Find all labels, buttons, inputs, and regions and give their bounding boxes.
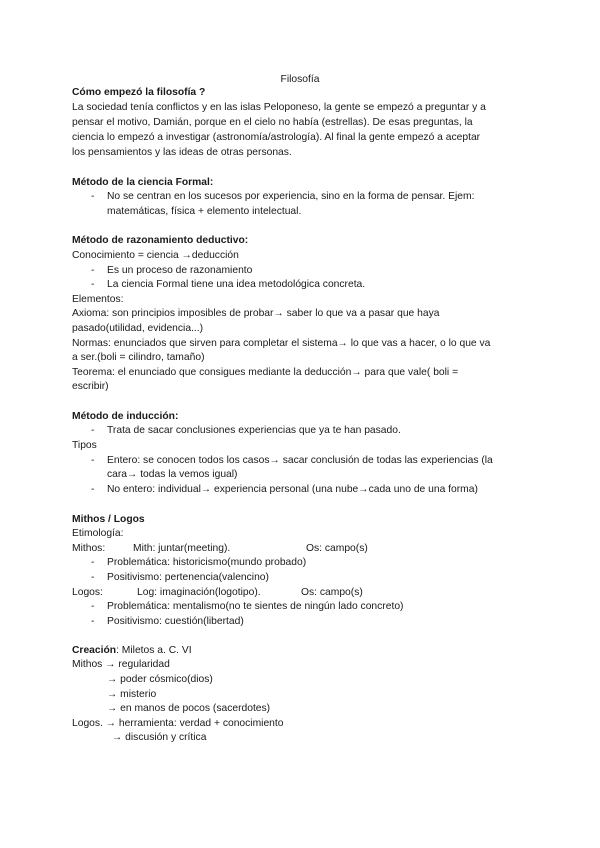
bullet-dash: - — [91, 601, 95, 612]
bullet-dash: - — [91, 279, 95, 290]
mithos-subitem: → poder cósmico(dios) — [107, 674, 213, 685]
mithos-label: Mithos: — [72, 543, 106, 554]
page-title: Filosofía — [280, 74, 320, 85]
paragraph-line: pensar el motivo, Damián, porque en el cielo no había (estrellas). De esas preguntas, la — [72, 117, 473, 128]
bullet-dash: - — [91, 616, 95, 627]
list-item-continued: matemáticas, física + elemento intelectual. — [107, 206, 302, 217]
mithos-subitem: → en manos de pocos (sacerdotes) — [107, 703, 271, 714]
bullet-dash: - — [91, 572, 95, 583]
conocimiento-line: Conocimiento = ciencia →deducción — [72, 250, 239, 261]
heading-creacion: Creación — [72, 645, 117, 656]
list-item: Trata de sacar conclusiones experiencias que ya te han pasado. — [107, 425, 401, 436]
bullet-dash: - — [91, 191, 95, 202]
os-definition: Os: campo(s) — [306, 543, 368, 554]
bullet-dash: - — [91, 425, 95, 436]
mithos-subitem: → misterio — [107, 689, 157, 700]
heading-como-empezo: Cómo empezó la filosofía ? — [72, 87, 206, 98]
heading-ciencia-formal: Método de la ciencia Formal: — [72, 177, 214, 188]
list-item: Entero: se conocen todos los casos→ sacar conclusión de todas las experiencias (la — [107, 455, 493, 466]
bullet-dash: - — [91, 557, 95, 568]
list-item-continued: cara→ todas la vemos igual) — [107, 469, 238, 480]
paragraph-line: La sociedad tenía conflictos y en las islas Peloponeso, la gente se empezó a preguntar y a — [72, 102, 486, 113]
axioma-line: Axioma: son principios imposibles de probar→ saber lo que va a pasar que haya — [72, 308, 440, 319]
paragraph-line: ciencia lo empezó a investigar (astronomía/astrología). Al final la gente empezó a aceptar — [72, 132, 481, 143]
list-item: No entero: individual→ experiencia personal (una nube→cada uno de una forma) — [107, 484, 478, 495]
list-item: Problemática: historicismo(mundo probado) — [107, 557, 307, 568]
list-item: La ciencia Formal tiene una idea metodológica concreta. — [107, 279, 366, 290]
log-definition: Log: imaginación(logotipo). — [137, 587, 261, 598]
normas-line: a ser.(boli = cilindro, tamaño) — [72, 352, 205, 363]
list-item: No se centran en los sucesos por experiencia, sino en la forma de pensar. Ejem: — [107, 191, 475, 202]
bullet-dash: - — [91, 484, 95, 495]
mithos-line: Mithos → regularidad — [72, 659, 170, 670]
axioma-line: pasado(utilidad, evidencia...) — [72, 323, 204, 334]
tipos-label: Tipos — [72, 440, 97, 451]
elementos-label: Elementos: — [72, 294, 124, 305]
creacion-line — [72, 644, 192, 659]
bullet-dash: - — [91, 265, 95, 276]
mith-definition: Mith: juntar(meeting). — [133, 543, 231, 554]
heading-induccion: Método de inducción: — [72, 411, 179, 422]
heading-mithos-logos: Mithos / Logos — [72, 514, 145, 525]
normas-line: Normas: enunciados que sirven para completar el sistema→ lo que vas a hacer, o lo que va — [72, 338, 491, 349]
heading-razonamiento-deductivo: Método de razonamiento deductivo: — [72, 235, 249, 246]
list-item: Positivismo: pertenencia(valencino) — [107, 572, 269, 583]
teorema-line: escribir) — [72, 381, 109, 392]
os-definition: Os: campo(s) — [301, 587, 363, 598]
list-item: Es un proceso de razonamiento — [107, 265, 253, 276]
paragraph-line: los pensamientos y las ideas de otras personas. — [72, 147, 292, 158]
list-item: Positivismo: cuestión(libertad) — [107, 616, 244, 627]
creacion-detail: : Miletos a. C. VI — [116, 645, 192, 656]
bullet-dash: - — [91, 455, 95, 466]
etimologia-label: Etimología: — [72, 528, 124, 539]
logos-line: Logos. → herramienta: verdad + conocimiento — [72, 718, 284, 729]
logos-subitem: → discusión y crítica — [112, 732, 207, 743]
list-item: Problemática: mentalismo(no te sientes de ningún lado concreto) — [107, 601, 404, 612]
logos-label: Logos: — [72, 587, 103, 598]
teorema-line: Teorema: el enunciado que consigues mediante la deducción→ para que vale( boli = — [72, 367, 459, 378]
